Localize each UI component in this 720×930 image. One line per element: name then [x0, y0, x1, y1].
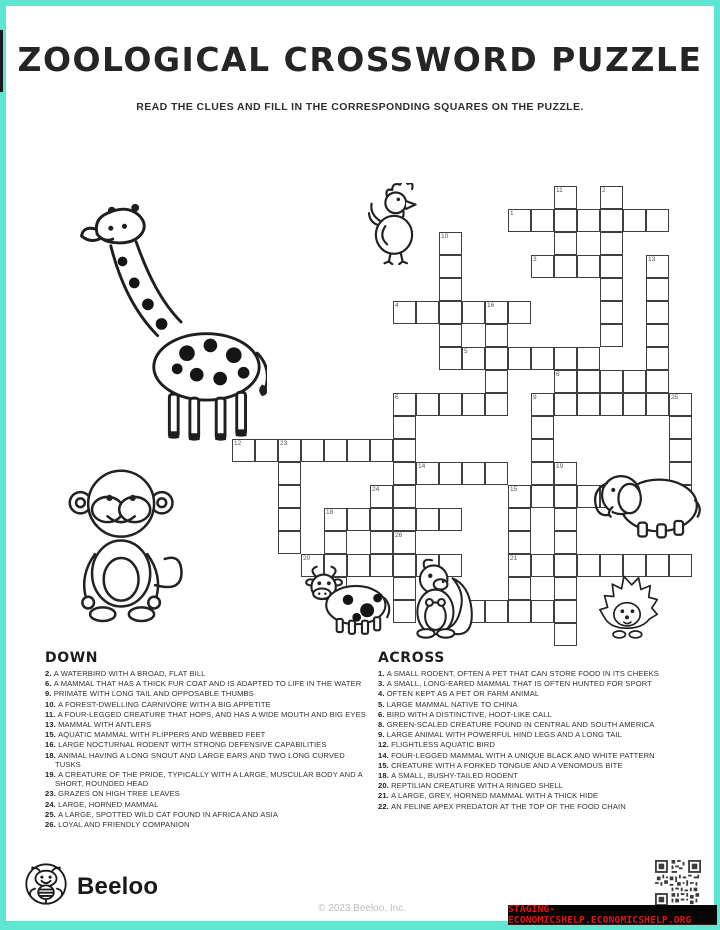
cow-illustration	[302, 565, 394, 639]
clue-number: 15.	[378, 760, 392, 770]
grid-cell[interactable]	[370, 439, 393, 462]
grid-cell[interactable]	[646, 278, 669, 301]
clue-number: 20.	[378, 781, 392, 791]
clue-item: 26. LOYAL AND FRIENDLY COMPANION	[45, 820, 190, 830]
clue-number: 14.	[378, 750, 392, 760]
squirrel-illustration	[408, 556, 474, 642]
grid-cell[interactable]	[508, 485, 531, 508]
grid-cell[interactable]	[508, 209, 531, 232]
grid-cell[interactable]	[485, 324, 508, 347]
cell-number: 13	[648, 256, 656, 263]
grid-cell[interactable]	[508, 554, 531, 577]
grid-cell[interactable]	[324, 439, 347, 462]
grid-cell[interactable]	[439, 301, 462, 324]
giraffe-illustration	[62, 195, 267, 447]
down-clue-list	[45, 669, 369, 829]
cell-number: 10	[441, 233, 449, 240]
cell-number: 26	[395, 532, 403, 539]
clue-item: 4. OFTEN KEPT AS A PET OR FARM ANIMAL	[378, 689, 540, 699]
grid-cell[interactable]	[301, 439, 324, 462]
cell-number: 6	[395, 394, 399, 401]
clue-item: 1. A SMALL RODENT, OFTEN A PET THAT CAN STORE FOOD IN ITS CHEEKS	[378, 669, 659, 678]
grid-cell[interactable]	[600, 255, 623, 278]
grid-cell[interactable]	[393, 393, 416, 416]
page-title: ZOOLOGICAL CROSSWORD PUZZLE	[17, 40, 703, 79]
grid-cell[interactable]	[623, 393, 646, 416]
cell-number: 20	[303, 555, 311, 562]
grid-cell[interactable]	[554, 577, 577, 600]
clue-number: 18.	[378, 771, 392, 781]
grid-cell[interactable]	[669, 416, 692, 439]
grid-cell[interactable]	[600, 301, 623, 324]
cell-number: 8	[556, 371, 560, 378]
clue-number: 19.	[45, 770, 59, 780]
elephant-illustration	[590, 462, 702, 542]
grid-cell[interactable]	[577, 370, 600, 393]
grid-cell[interactable]	[531, 209, 554, 232]
clue-number: 9.	[45, 689, 54, 699]
grid-cell[interactable]	[600, 232, 623, 255]
grid-cell[interactable]	[531, 554, 554, 577]
grid-cell[interactable]	[416, 301, 439, 324]
grid-cell[interactable]	[393, 301, 416, 324]
grid-cell[interactable]	[600, 370, 623, 393]
clue-item: 2. A WATERBIRD WITH A BROAD, FLAT BILL	[45, 669, 206, 678]
cell-number: 24	[372, 486, 380, 493]
across-clues-section	[378, 650, 710, 812]
grid-cell[interactable]	[554, 393, 577, 416]
grid-cell[interactable]	[439, 508, 462, 531]
grid-cell[interactable]	[485, 301, 508, 324]
grid-cell[interactable]	[462, 462, 485, 485]
grid-cell[interactable]	[462, 393, 485, 416]
cell-number: 11	[556, 187, 563, 194]
grid-cell[interactable]	[393, 439, 416, 462]
grid-cell[interactable]	[439, 278, 462, 301]
grid-cell[interactable]	[600, 393, 623, 416]
grid-cell[interactable]	[347, 508, 370, 531]
cell-number: 4	[395, 302, 399, 309]
clue-number: 3.	[378, 679, 387, 689]
clue-number: 26.	[45, 820, 59, 830]
grid-cell[interactable]	[554, 600, 577, 623]
clue-number: 23.	[45, 789, 59, 799]
grid-cell[interactable]	[669, 439, 692, 462]
clue-number: 12.	[378, 740, 392, 750]
clue-number: 18.	[45, 750, 59, 760]
grid-cell[interactable]	[393, 508, 416, 531]
clue-item: 18. A SMALL, BUSHY-TAILED RODENT	[378, 771, 518, 781]
cell-number: 9	[533, 394, 537, 401]
grid-cell[interactable]	[508, 508, 531, 531]
grid-cell[interactable]	[623, 370, 646, 393]
clue-item: 24. LARGE, HORNED MAMMAL	[45, 799, 159, 809]
grid-cell[interactable]	[554, 623, 577, 646]
grid-cell[interactable]	[554, 232, 577, 255]
grid-cell[interactable]	[416, 508, 439, 531]
grid-cell[interactable]	[439, 232, 462, 255]
clue-item: 11. A FOUR-LEGGED CREATURE THAT HOPS, AND HAS A WIDE MOUTH AND BIG EYES	[45, 709, 366, 719]
grid-cell[interactable]	[485, 347, 508, 370]
across-heading: ACROSS	[378, 650, 445, 666]
grid-cell[interactable]	[531, 462, 554, 485]
cell-number: 21	[510, 555, 518, 562]
cell-number: 5	[464, 348, 468, 355]
clue-number: 8.	[378, 720, 387, 730]
grid-cell[interactable]	[370, 485, 393, 508]
grid-cell[interactable]	[531, 485, 554, 508]
cell-number: 18	[326, 509, 334, 516]
clue-number: 21.	[378, 791, 392, 801]
clue-number: 5.	[378, 699, 387, 709]
hedgehog-illustration	[596, 568, 658, 642]
clue-number: 9.	[378, 730, 387, 740]
grid-cell[interactable]	[485, 370, 508, 393]
grid-cell[interactable]	[646, 301, 669, 324]
grid-cell[interactable]	[646, 347, 669, 370]
grid-cell[interactable]	[646, 209, 669, 232]
grid-cell[interactable]	[554, 347, 577, 370]
clue-item: 6. BIRD WITH A DISTINCTIVE, HOOT-LIKE CALL	[378, 709, 552, 719]
clue-number: 1.	[378, 669, 387, 678]
cell-number: 14	[418, 463, 426, 470]
cell-number: 23	[280, 440, 288, 447]
cell-number: 15	[510, 486, 518, 493]
grid-cell[interactable]	[393, 416, 416, 439]
grid-cell[interactable]	[646, 393, 669, 416]
clue-item: 23. GRAZES ON HIGH TREE LEAVES	[45, 789, 180, 799]
grid-cell[interactable]	[531, 347, 554, 370]
brand-name: Beeloo	[77, 872, 159, 900]
clue-item: 22. AN FELINE APEX PREDATOR AT THE TOP OF THE FOOD CHAIN	[378, 801, 626, 811]
across-clue-list	[378, 669, 710, 811]
grid-cell[interactable]	[278, 531, 301, 554]
grid-cell[interactable]	[600, 278, 623, 301]
cell-number: 3	[533, 256, 537, 263]
scan-artifact	[0, 30, 3, 92]
rooster-illustration	[368, 183, 420, 265]
clue-item: 15. AQUATIC MAMMAL WITH FLIPPERS AND WEBBED FEET	[45, 730, 266, 740]
grid-cell[interactable]	[577, 209, 600, 232]
clue-number: 16.	[45, 740, 59, 750]
grid-cell[interactable]	[600, 324, 623, 347]
clue-item: 8. GREEN-SCALED CREATURE FOUND IN CENTRAL AND SOUTH AMERICA	[378, 720, 655, 730]
grid-cell[interactable]	[531, 439, 554, 462]
grid-cell[interactable]	[600, 209, 623, 232]
grid-cell[interactable]	[416, 393, 439, 416]
beeloo-logo	[24, 862, 158, 911]
grid-cell[interactable]	[531, 600, 554, 623]
grid-cell[interactable]	[508, 531, 531, 554]
grid-cell[interactable]	[554, 531, 577, 554]
grid-cell[interactable]	[278, 462, 301, 485]
grid-cell[interactable]	[393, 462, 416, 485]
clue-item: 16. LARGE NOCTURNAL RODENT WITH STRONG DEFENSIVE CAPABILITIES	[45, 740, 327, 750]
qr-code	[655, 860, 701, 906]
grid-cell[interactable]	[508, 577, 531, 600]
clue-number: 6.	[378, 709, 387, 719]
clue-item: 25. A LARGE, SPOTTED WILD CAT FOUND IN AFRICA AND ASIA	[45, 809, 278, 819]
grid-cell[interactable]	[554, 370, 577, 393]
cell-number: 12	[234, 440, 242, 447]
clue-item: 9. PRIMATE WITH LONG TAIL AND OPPOSABLE THUMBS	[45, 689, 254, 699]
clue-number: 25.	[45, 809, 59, 819]
clue-number: 10.	[45, 699, 59, 709]
down-heading: DOWN	[45, 650, 99, 666]
grid-cell[interactable]	[577, 393, 600, 416]
grid-cell[interactable]	[485, 462, 508, 485]
grid-cell[interactable]	[554, 554, 577, 577]
grid-cell[interactable]	[370, 508, 393, 531]
grid-cell[interactable]	[577, 255, 600, 278]
watermark-banner: STAGING-ECONOMICSHELP.ECONOMICSHELP.ORG	[508, 905, 717, 925]
bee-icon	[24, 862, 68, 911]
clue-number: 24.	[45, 799, 59, 809]
grid-cell[interactable]	[347, 439, 370, 462]
grid-cell[interactable]	[278, 439, 301, 462]
clue-number: 6.	[45, 679, 54, 689]
clue-item: 14. FOUR-LEGGED MAMMAL WITH A UNIQUE BLACK AND WHITE PATTERN	[378, 750, 655, 760]
grid-cell[interactable]	[554, 485, 577, 508]
grid-cell[interactable]	[646, 324, 669, 347]
cell-number: 2	[602, 187, 606, 194]
grid-cell[interactable]	[508, 301, 531, 324]
clue-item: 3. A SMALL, LONG-EARED MAMMAL THAT IS OFTEN HUNTED FOR SPORT	[378, 679, 652, 689]
grid-cell[interactable]	[646, 370, 669, 393]
grid-cell[interactable]	[554, 462, 577, 485]
grid-cell[interactable]	[531, 393, 554, 416]
grid-cell[interactable]	[439, 462, 462, 485]
grid-cell[interactable]	[600, 186, 623, 209]
grid-cell[interactable]	[278, 485, 301, 508]
clue-number: 2.	[45, 669, 54, 678]
grid-cell[interactable]	[623, 209, 646, 232]
grid-cell[interactable]	[508, 347, 531, 370]
clue-item: 21. A LARGE, GREY, HORNED MAMMAL WITH A THICK HIDE	[378, 791, 599, 801]
grid-cell[interactable]	[554, 209, 577, 232]
clue-item: 5. LARGE MAMMAL NATIVE TO CHINA	[378, 699, 518, 709]
clue-number: 11.	[45, 709, 58, 719]
cell-number: 16	[487, 302, 495, 309]
grid-cell[interactable]	[554, 508, 577, 531]
cell-number: 19	[556, 463, 564, 470]
clue-item: 10. A FOREST-DWELLING CARNIVORE WITH A BIG APPETITE	[45, 699, 271, 709]
grid-cell[interactable]	[324, 531, 347, 554]
clue-item: 6. A MAMMAL THAT HAS A THICK FUR COAT AND IS ADAPTED TO LIFE IN THE WATER	[45, 679, 362, 689]
grid-cell[interactable]	[485, 600, 508, 623]
grid-cell[interactable]	[669, 393, 692, 416]
cell-number: 25	[671, 394, 679, 401]
grid-cell[interactable]	[416, 462, 439, 485]
grid-cell[interactable]	[577, 347, 600, 370]
grid-cell[interactable]	[439, 255, 462, 278]
grid-cell[interactable]	[462, 301, 485, 324]
clue-item: 20. REPTILIAN CREATURE WITH A RINGED SHELL	[378, 781, 564, 791]
clue-item: 18. ANIMAL HAVING A LONG SNOUT AND LARGE EARS AND TWO LONG CURVED TUSKS	[45, 750, 345, 769]
clue-item: 19. A CREATURE OF THE PRIDE, TYPICALLY WITH A LARGE, MUSCULAR BODY AND A SHORT, ROUNDED HEAD	[45, 770, 363, 789]
grid-cell[interactable]	[531, 255, 554, 278]
clue-item: 15. CREATURE WITH A FORKED TONGUE AND A VENOMOUS BITE	[378, 760, 623, 770]
grid-cell[interactable]	[393, 485, 416, 508]
clue-item: 13. MAMMAL WITH ANTLERS	[45, 720, 152, 730]
clue-number: 13.	[45, 720, 59, 730]
down-clues-section	[45, 650, 369, 830]
grid-cell[interactable]	[324, 508, 347, 531]
grid-cell[interactable]	[278, 508, 301, 531]
grid-cell[interactable]	[531, 416, 554, 439]
grid-cell[interactable]	[462, 347, 485, 370]
cell-number: 1	[510, 210, 514, 217]
grid-cell[interactable]	[439, 347, 462, 370]
clue-number: 22.	[378, 801, 392, 811]
grid-cell[interactable]	[669, 554, 692, 577]
grid-cell[interactable]	[393, 531, 416, 554]
grid-cell[interactable]	[439, 393, 462, 416]
grid-cell[interactable]	[554, 255, 577, 278]
copyright-text: © 2023 Beeloo, Inc.	[318, 903, 406, 914]
clue-item: 9. LARGE ANIMAL WITH POWERFUL HIND LEGS AND A LONG TAIL	[378, 730, 622, 740]
monkey-illustration	[62, 452, 188, 632]
grid-cell[interactable]	[554, 186, 577, 209]
clue-item: 12. FLIGHTLESS AQUATIC BIRD	[378, 740, 495, 750]
grid-cell[interactable]	[646, 255, 669, 278]
grid-cell[interactable]	[485, 393, 508, 416]
clue-number: 4.	[378, 689, 387, 699]
grid-cell[interactable]	[439, 324, 462, 347]
page-subtitle: READ THE CLUES AND FILL IN THE CORRESPONDING SQUARES ON THE PUZZLE.	[136, 101, 584, 113]
grid-cell[interactable]	[508, 600, 531, 623]
clue-number: 15.	[45, 730, 59, 740]
grid-cell[interactable]	[370, 531, 393, 554]
